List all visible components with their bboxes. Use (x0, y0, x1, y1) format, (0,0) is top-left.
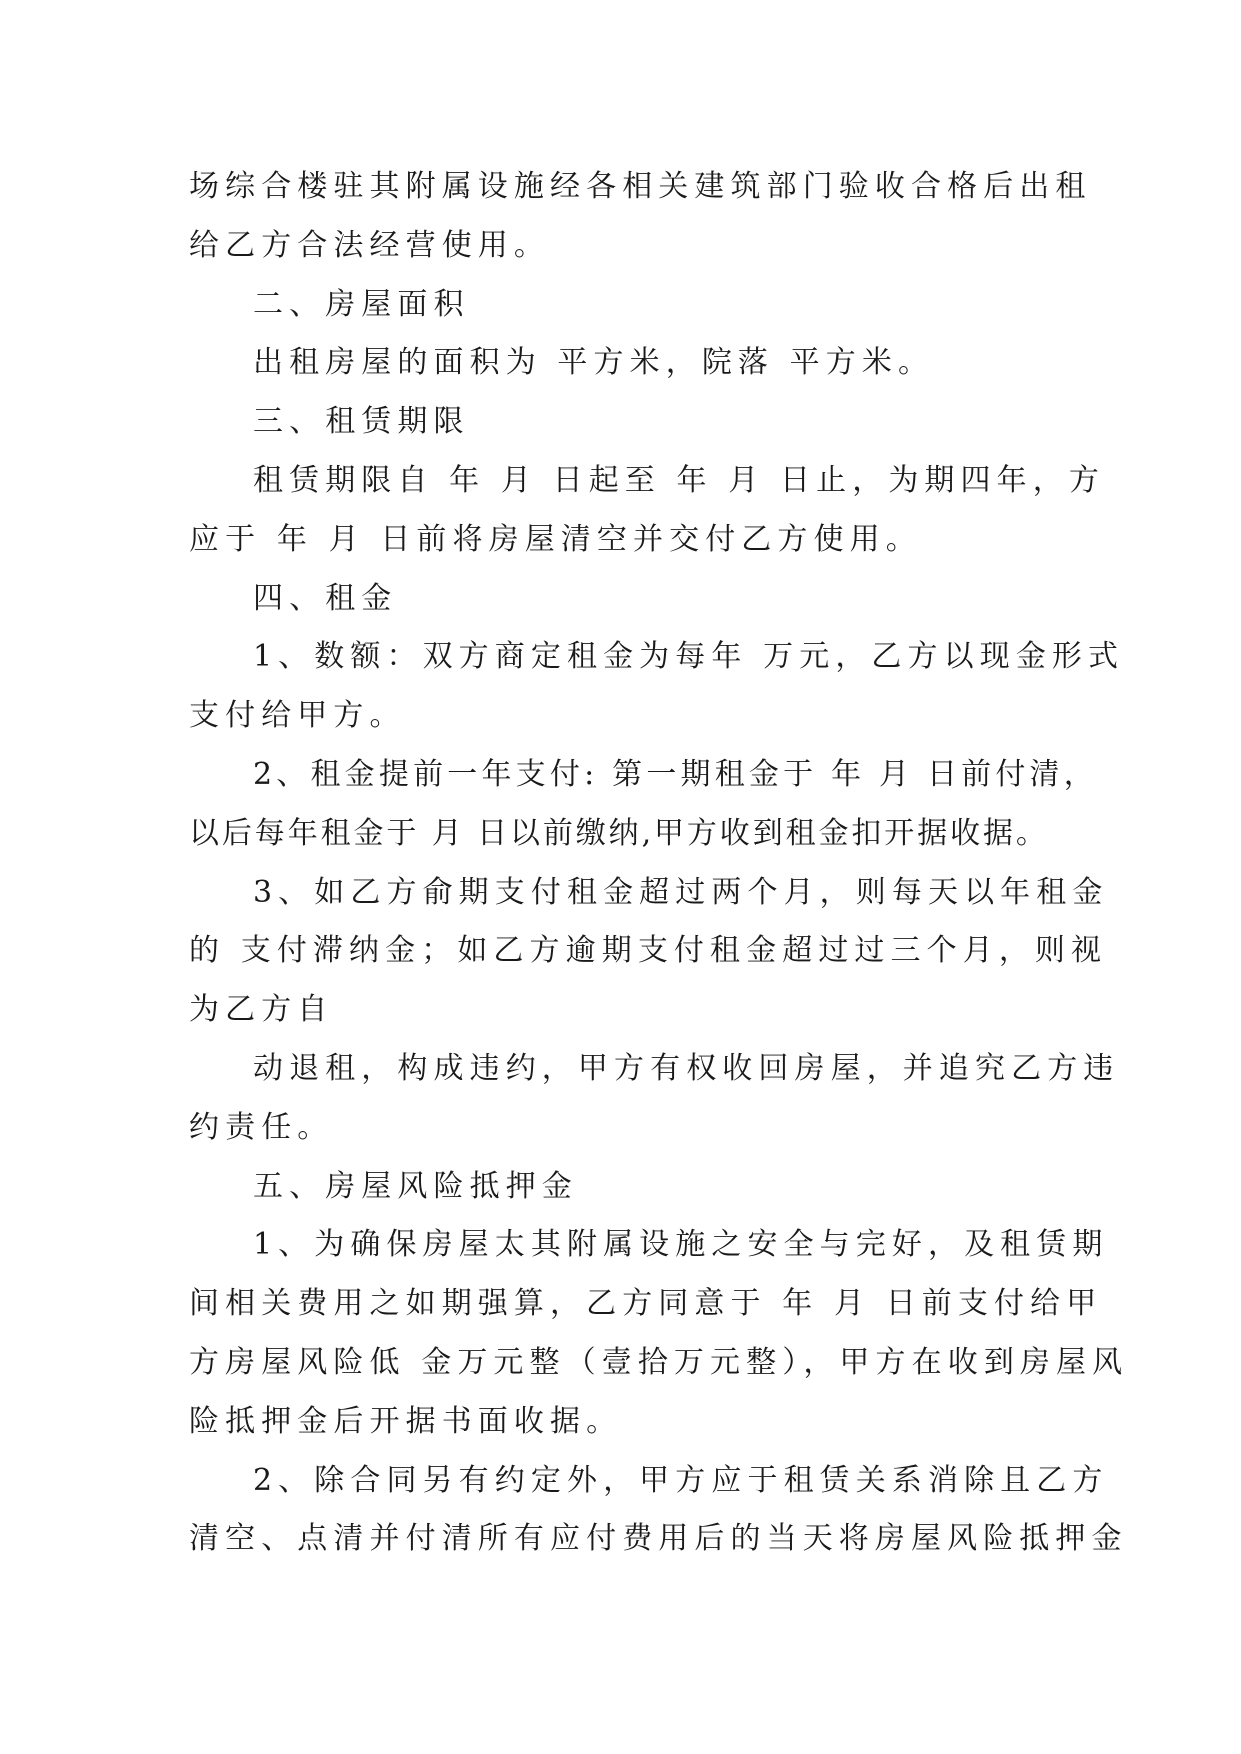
paragraph-line: 场综合楼驻其附属设施经各相关建筑部门验收合格后出租 (189, 169, 1092, 204)
paragraph-line: 2、除合同另有约定外，甲方应于租赁关系消除且乙方 (253, 1462, 1109, 1498)
paragraph-line: 给乙方合法经营使用。 (189, 227, 550, 263)
paragraph-line: 支付给甲方。 (189, 698, 406, 734)
paragraph-line: 方房屋风险低 金万元整（壹拾万元整），甲方在收到房屋风 (189, 1344, 1129, 1380)
paragraph-line: 动退租，构成违约，甲方有权收回房屋，并追究乙方违 (253, 1050, 1120, 1086)
paragraph-line: 应于 年 月 日前将房屋清空并交付乙方使用。 (189, 521, 922, 557)
section-heading: 四、租金 (253, 580, 398, 616)
paragraph-line: 3、如乙方俞期支付租金超过两个月，则每天以年租金 (253, 874, 1109, 910)
paragraph-line: 出租房屋的面积为 平方米，院落 平方米。 (253, 345, 935, 381)
paragraph-line: 间相关费用之如期强算，乙方同意于 年 月 日前支付给甲 (189, 1286, 1103, 1322)
paragraph-line: 1、为确保房屋太其附属设施之安全与完好，及租赁期 (253, 1227, 1109, 1263)
document-body (189, 158, 1129, 1569)
paragraph-line: 约责任。 (189, 1109, 334, 1145)
paragraph-line: 1、数额：双方商定租金为每年 万元，乙方以现金形式 (253, 639, 1125, 675)
section-heading: 五、房屋风险抵押金 (253, 1168, 578, 1204)
paragraph-line: 的 支付滞纳金；如乙方逾期支付租金超过过三个月，则视 (189, 933, 1108, 969)
paragraph-line: 以后每年租金于 月 日以前缴纳,甲方收到租金扣开据收据。 (189, 815, 1049, 851)
section-heading: 三、租赁期限 (253, 404, 470, 440)
paragraph-line: 租赁期限自 年 月 日起至 年 月 日止，为期四年，方 (253, 462, 1105, 498)
paragraph-line: 清空、点清并付清所有应付费用后的当天将房屋风险抵押金 (189, 1521, 1128, 1557)
paragraph-line: 为乙方自 (189, 992, 334, 1028)
paragraph-line: 2、租金提前一年支付: 第一期租金于 年 月 日前付清， (253, 756, 1098, 792)
section-heading: 二、房屋面积 (253, 286, 470, 322)
paragraph-line: 险抵押金后开据书面收据。 (189, 1403, 623, 1439)
